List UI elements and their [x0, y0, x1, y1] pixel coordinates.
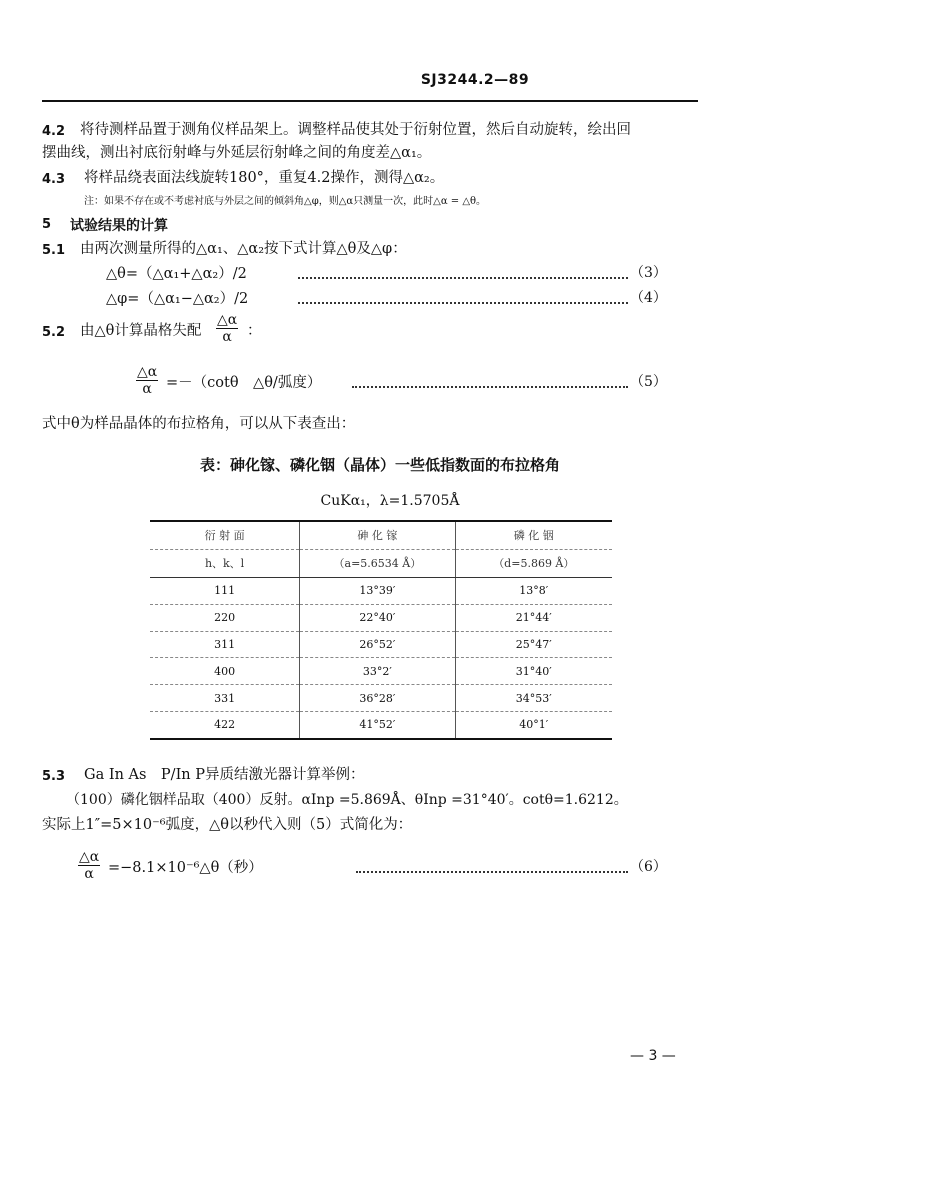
equation-5-number: （5）	[630, 374, 667, 390]
cell-gaas: 26°52′	[300, 631, 455, 658]
fraction-denominator: α	[142, 381, 152, 397]
cell-inp: 21°44′	[455, 604, 612, 631]
fraction-denominator: α	[84, 866, 94, 882]
table-row	[150, 578, 612, 605]
header-plane: 衍 射 面	[150, 521, 300, 550]
table-row	[150, 631, 612, 658]
section-5-2-text: 由△θ计算晶格失配	[80, 323, 202, 339]
equation-4-leader	[298, 302, 628, 304]
equation-5-leader	[352, 386, 628, 388]
header-rule	[42, 100, 698, 102]
fraction-numerator: △α	[137, 364, 158, 380]
cell-gaas: 13°39′	[300, 578, 455, 605]
cell-inp: 40°1′	[455, 711, 612, 738]
cell-inp: 34°53′	[455, 685, 612, 712]
cell-inp: 31°40′	[455, 658, 612, 685]
equation-5: =－（cotθ △θ/弧度）	[166, 375, 322, 391]
equation-4-number: （4）	[630, 290, 667, 306]
document-code: SJ3244.2—89	[420, 72, 530, 88]
equation-6-fraction	[78, 849, 100, 882]
cell-inp: 13°8′	[455, 578, 612, 605]
page-number: — 3 —	[630, 1048, 676, 1064]
section-5-3-line2: 实际上1″=5×10⁻⁶弧度，△θ以秒代入则（5）式简化为：	[42, 817, 413, 833]
bragg-angle-table	[150, 520, 612, 740]
section-5-1-text: 由两次测量所得的△α₁、△α₂按下式计算△θ及△φ：	[80, 241, 407, 257]
fraction-numerator: △α	[217, 312, 238, 328]
table-row	[150, 685, 612, 712]
header-gaas-sub: （a=5.6534 Å）	[300, 550, 455, 578]
equation-3: △θ=（△α₁+△α₂）/2	[106, 266, 247, 282]
fraction-denominator: α	[222, 329, 232, 345]
cell-plane: 220	[150, 604, 300, 631]
section-5-title: 试验结果的计算	[70, 218, 168, 234]
equation-6: =−8.1×10⁻⁶△θ（秒）	[108, 860, 263, 876]
section-4-2-line2: 摆曲线，测出衬底衍射峰与外延层衍射峰之间的角度差△α₁。	[42, 145, 432, 161]
section-5-3-title: Ga In As P/In P异质结激光器计算举例：	[84, 767, 365, 783]
equation-3-number: （3）	[630, 265, 667, 281]
table-subtitle: CuKα₁，λ=1.5705Å	[320, 493, 460, 509]
lattice-mismatch-fraction	[216, 312, 238, 345]
header-plane-sub: h、k、l	[150, 550, 300, 578]
equation-6-leader	[356, 871, 628, 873]
fraction-numerator: △α	[79, 849, 100, 865]
section-4-3-text: 将样品绕表面法线旋转180°，重复4.2操作，测得△α₂。	[84, 170, 445, 186]
cell-plane: 311	[150, 631, 300, 658]
table-row	[150, 604, 612, 631]
table-row	[150, 711, 612, 738]
equation-5-fraction	[136, 364, 158, 397]
cell-gaas: 36°28′	[300, 685, 455, 712]
cell-plane: 400	[150, 658, 300, 685]
cell-plane: 422	[150, 711, 300, 738]
header-inp: 磷 化 铟	[455, 521, 612, 550]
section-4-3-note: 注：如果不存在或不考虑衬底与外层之间的倾斜角△φ，则△α只测量一次，此时△α = △θ。	[84, 196, 487, 207]
section-4-2-number: 4.2	[42, 124, 66, 139]
section-5-2-number: 5.2	[42, 325, 66, 340]
cell-gaas: 41°52′	[300, 711, 455, 738]
header-inp-sub: （d=5.869 Å）	[455, 550, 612, 578]
header-gaas: 砷 化 镓	[300, 521, 455, 550]
table-row	[150, 658, 612, 685]
bragg-angle-explanation: 式中θ为样品晶体的布拉格角，可以从下表查出：	[42, 416, 356, 432]
section-5-3-number: 5.3	[42, 769, 66, 784]
cell-plane: 331	[150, 685, 300, 712]
cell-plane: 111	[150, 578, 300, 605]
equation-4: △φ=（△α₁−△α₂）/2	[106, 291, 249, 307]
section-4-3-number: 4.3	[42, 172, 66, 187]
section-5-1-number: 5.1	[42, 243, 66, 258]
table-title: 表：砷化镓、磷化铟（晶体）一些低指数面的布拉格角	[199, 456, 560, 474]
cell-gaas: 22°40′	[300, 604, 455, 631]
equation-6-number: （6）	[630, 859, 667, 875]
cell-gaas: 33°2′	[300, 658, 455, 685]
equation-3-leader	[298, 277, 628, 279]
section-5-3-line1: （100）磷化铟样品取（400）反射。αInp =5.869Å、θInp =31°40′。cotθ=1.6212。	[66, 792, 628, 808]
section-5-number: 5	[42, 217, 52, 232]
cell-inp: 25°47′	[455, 631, 612, 658]
section-4-2-line1: 将待测样品置于测角仪样品架上。调整样品使其处于衍射位置，然后自动旋转，绘出回	[80, 122, 631, 138]
section-5-2-colon: ：	[247, 323, 262, 339]
